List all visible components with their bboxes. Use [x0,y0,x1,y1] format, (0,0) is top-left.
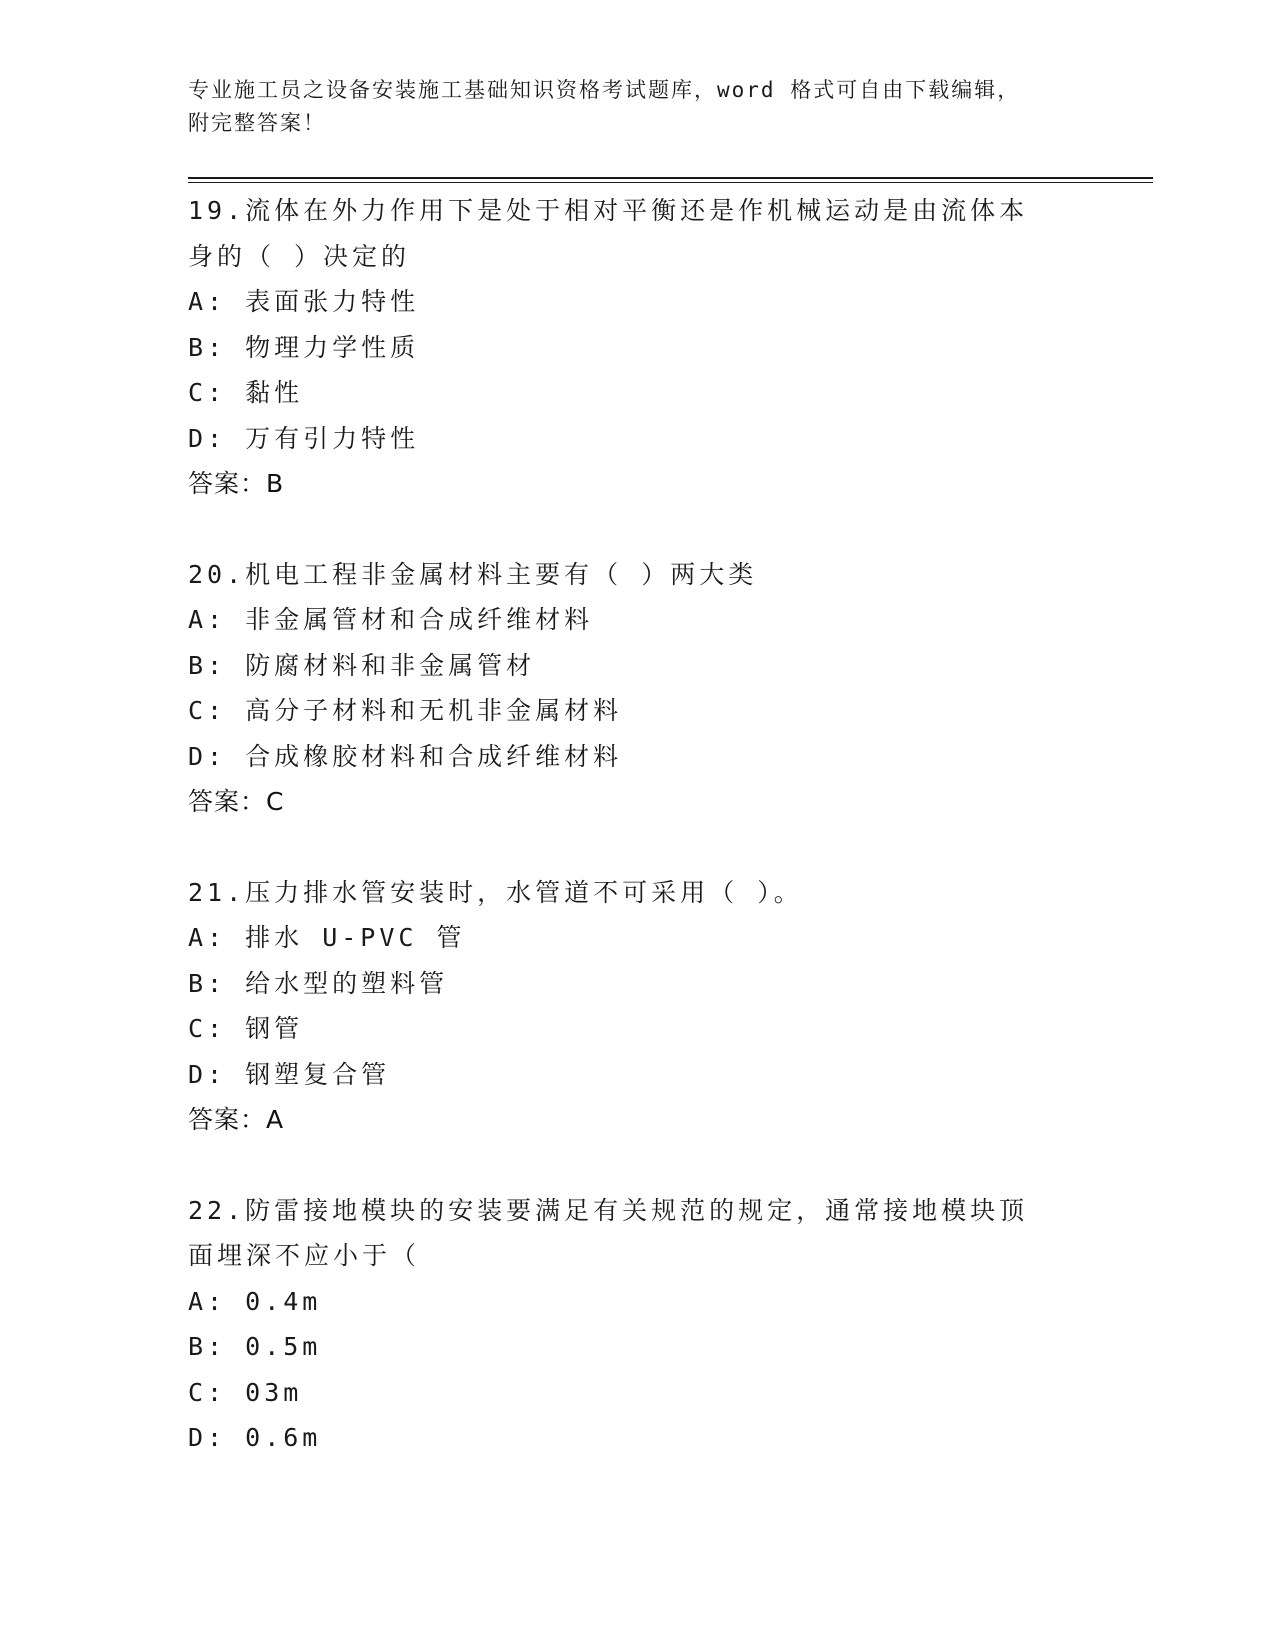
header-line-2: 附完整答案！ [188,111,326,135]
option-c: C: 03m [188,1377,303,1407]
option-c: C: 高分子材料和无机非金属材料 [188,696,623,725]
answer: 答案：A [188,1105,285,1134]
answer: 答案：C [188,787,285,816]
header-divider-thick [188,177,1153,179]
option-a: A: 0.4m [188,1286,322,1316]
option-a: A: 表面张力特性 [188,287,420,316]
question-19 [188,188,1088,507]
spacer [188,507,1088,552]
answer: 答案：B [188,469,285,498]
option-c: C: 黏性 [188,378,304,407]
option-a: A: 非金属管材和合成纤维材料 [188,605,594,634]
header-line-1: 专业施工员之设备安装施工基础知识资格考试题库，word 格式可自由下载编辑， [188,78,1021,102]
option-b: B: 物理力学性质 [188,332,420,362]
header-divider-thin [188,182,1153,183]
question-21 [188,870,1088,1143]
question-text: 21.压力排水管安装时，水管道不可采用（ ）。 [188,877,803,907]
question-22 [188,1188,1088,1461]
spacer [188,1143,1088,1188]
option-b: B: 给水型的塑料管 [188,968,449,998]
option-a: A: 排水 U-PVC 管 [188,923,466,952]
question-list [188,188,1088,1461]
question-text: 22.防雷接地模块的安装要满足有关规范的规定，通常接地模块顶面埋深不应小于（ [188,1195,1029,1270]
option-b: B: 0.5m [188,1332,322,1361]
option-c: C: 钢管 [188,1014,304,1043]
option-d: D: 0.6m [188,1423,322,1452]
option-b: B: 防腐材料和非金属管材 [188,650,536,680]
option-d: D: 合成橡胶材料和合成纤维材料 [188,741,623,771]
question-text: 20.机电工程非金属材料主要有（ ）两大类 [188,559,758,589]
document-header [188,74,1088,140]
option-d: D: 万有引力特性 [188,423,420,453]
spacer [188,825,1088,870]
question-text: 19.流体在外力作用下是处于相对平衡还是作机械运动是由流体本身的（ ）决定的 [188,196,1029,271]
option-d: D: 钢塑复合管 [188,1059,391,1089]
question-20 [188,552,1088,825]
